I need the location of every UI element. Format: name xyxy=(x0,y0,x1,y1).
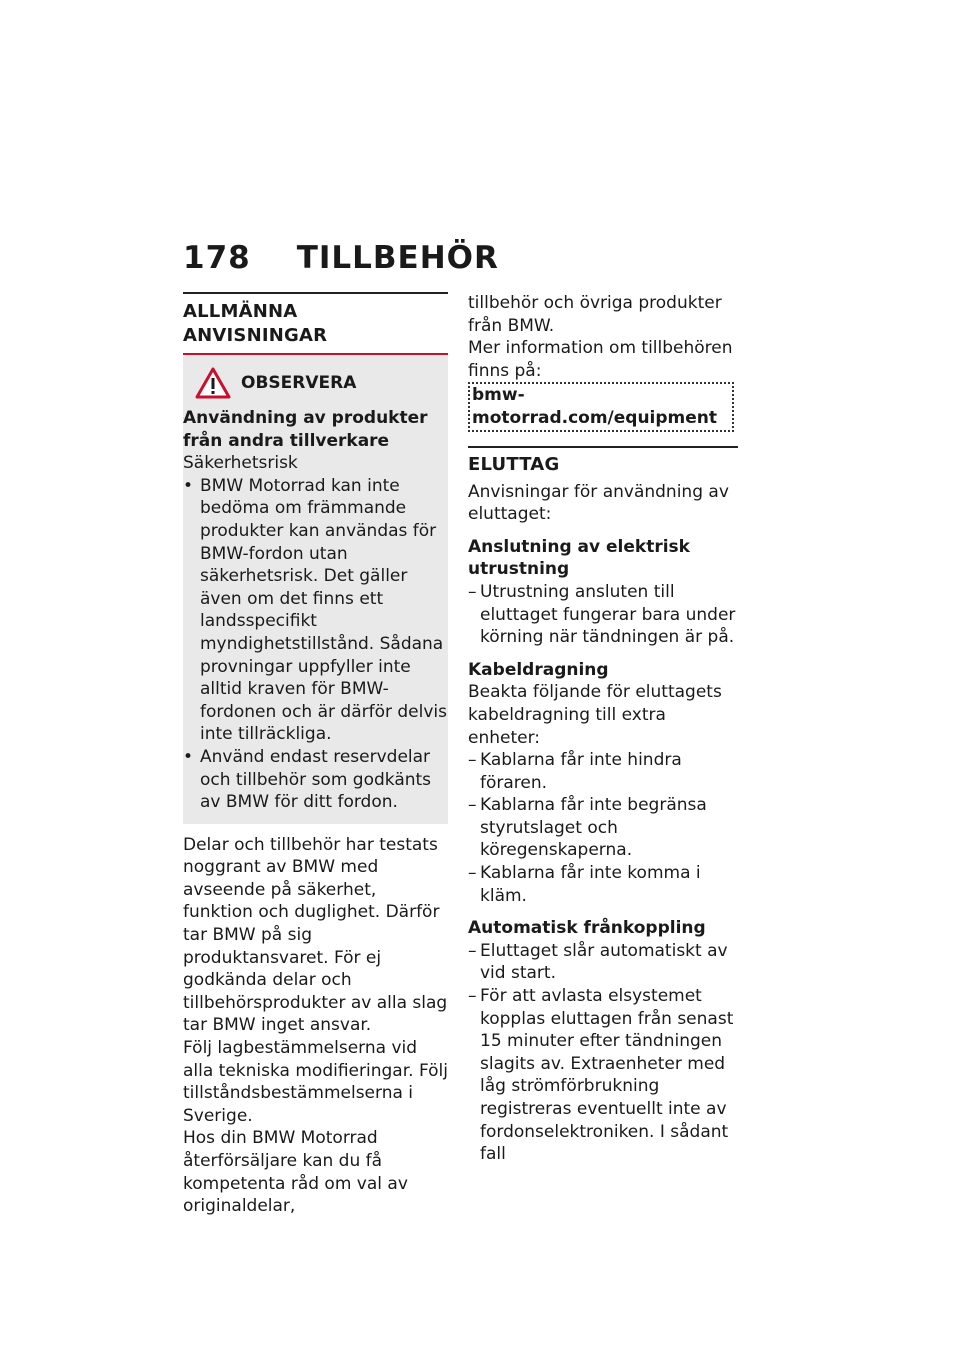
list-item: – Kablarna får inte begränsa styrutslaget och köregenskaperna. xyxy=(468,795,707,861)
right-column xyxy=(468,292,738,1166)
page-number: 178 xyxy=(183,240,251,276)
warning-triangle-icon xyxy=(195,367,231,399)
subsection-title: Automatisk frånkoppling xyxy=(468,918,706,939)
continuation-paragraph: tillbehör och övriga produkter från BMW. xyxy=(468,293,722,336)
notice-header xyxy=(183,365,448,401)
section-title-general: ALLMÄNNA ANVISNINGAR xyxy=(183,301,328,346)
subsection-text: Beakta följande för eluttagets kabeldragning till extra enheter: xyxy=(468,682,722,748)
list-item: – För att avlasta elsystemet kopplas eluttagen från senast 15 minuter efter tändningen slagits av. Extraenheter med låg strömförbrukning registreras eventuellt inte av fordonselektroniken. I sådant fall xyxy=(468,986,734,1165)
list-item: • BMW Motorrad kan inte bedöma om främmande produkter kan användas för BMW-fordon utan säkerhetsrisk. Det gäller även om det finns ett landsspecifikt myndighetstillstånd. Sådana provningar uppfyller inte alltid kraven för BMW-fordonen och är därför delvis inte tillräckliga. xyxy=(183,475,448,745)
list-item: – Kablarna får inte komma i kläm. xyxy=(468,863,701,906)
body-paragraph: Följ lagbestämmelserna vid alla tekniska modifieringar. Följ tillståndsbestämmelserna i Sverige. xyxy=(183,1038,448,1126)
page-header xyxy=(183,240,499,276)
subsection-title: Anslutning av elektrisk utrustning xyxy=(468,536,690,580)
eluttag-intro: Anvisningar för användning av eluttaget: xyxy=(468,481,729,525)
list-item: – Kablarna får inte hindra föraren. xyxy=(468,750,682,793)
dash-list xyxy=(468,581,738,649)
section-title-eluttag: ELUTTAG xyxy=(468,453,560,475)
notice-bullet-list xyxy=(183,475,448,814)
body-paragraph: Hos din BMW Motorrad återförsäljare kan du få kompetenta råd om val av originaldelar, xyxy=(183,1128,408,1217)
dash-list xyxy=(468,749,738,907)
subsection-title: Kabeldragning xyxy=(468,659,609,680)
dash-list xyxy=(468,940,738,1166)
chapter-title: TILLBEHÖR xyxy=(296,240,499,276)
more-info-paragraph: Mer information om tillbehören finns på: xyxy=(468,338,733,381)
notice-label: OBSERVERA xyxy=(241,373,357,393)
list-item: – Utrustning ansluten till eluttaget fungerar bara under körning när tändningen är på. xyxy=(468,581,736,648)
notice-box xyxy=(183,355,448,824)
list-item: • Använd endast reservdelar och tillbehör som godkänts av BMW för ditt fordon. xyxy=(183,746,432,813)
body-paragraph: Delar och tillbehör har testats noggrant av BMW med avseende på säkerhet, funktion och duglighet. Därför tar BMW på sig produktansvaret. För ej godkända delar och tillbehörsprodukter av alla slag tar BMW inget ansvar. xyxy=(183,834,448,1036)
notice-risk: Säkerhetsrisk xyxy=(183,453,298,474)
notice-heading: Användning av produkter från andra tillverkare xyxy=(183,408,428,451)
list-item: – Eluttaget slår automatiskt av vid start. xyxy=(468,940,728,984)
equipment-link[interactable]: bmw-motorrad.com/equipment xyxy=(468,382,734,431)
left-column xyxy=(183,292,448,1218)
